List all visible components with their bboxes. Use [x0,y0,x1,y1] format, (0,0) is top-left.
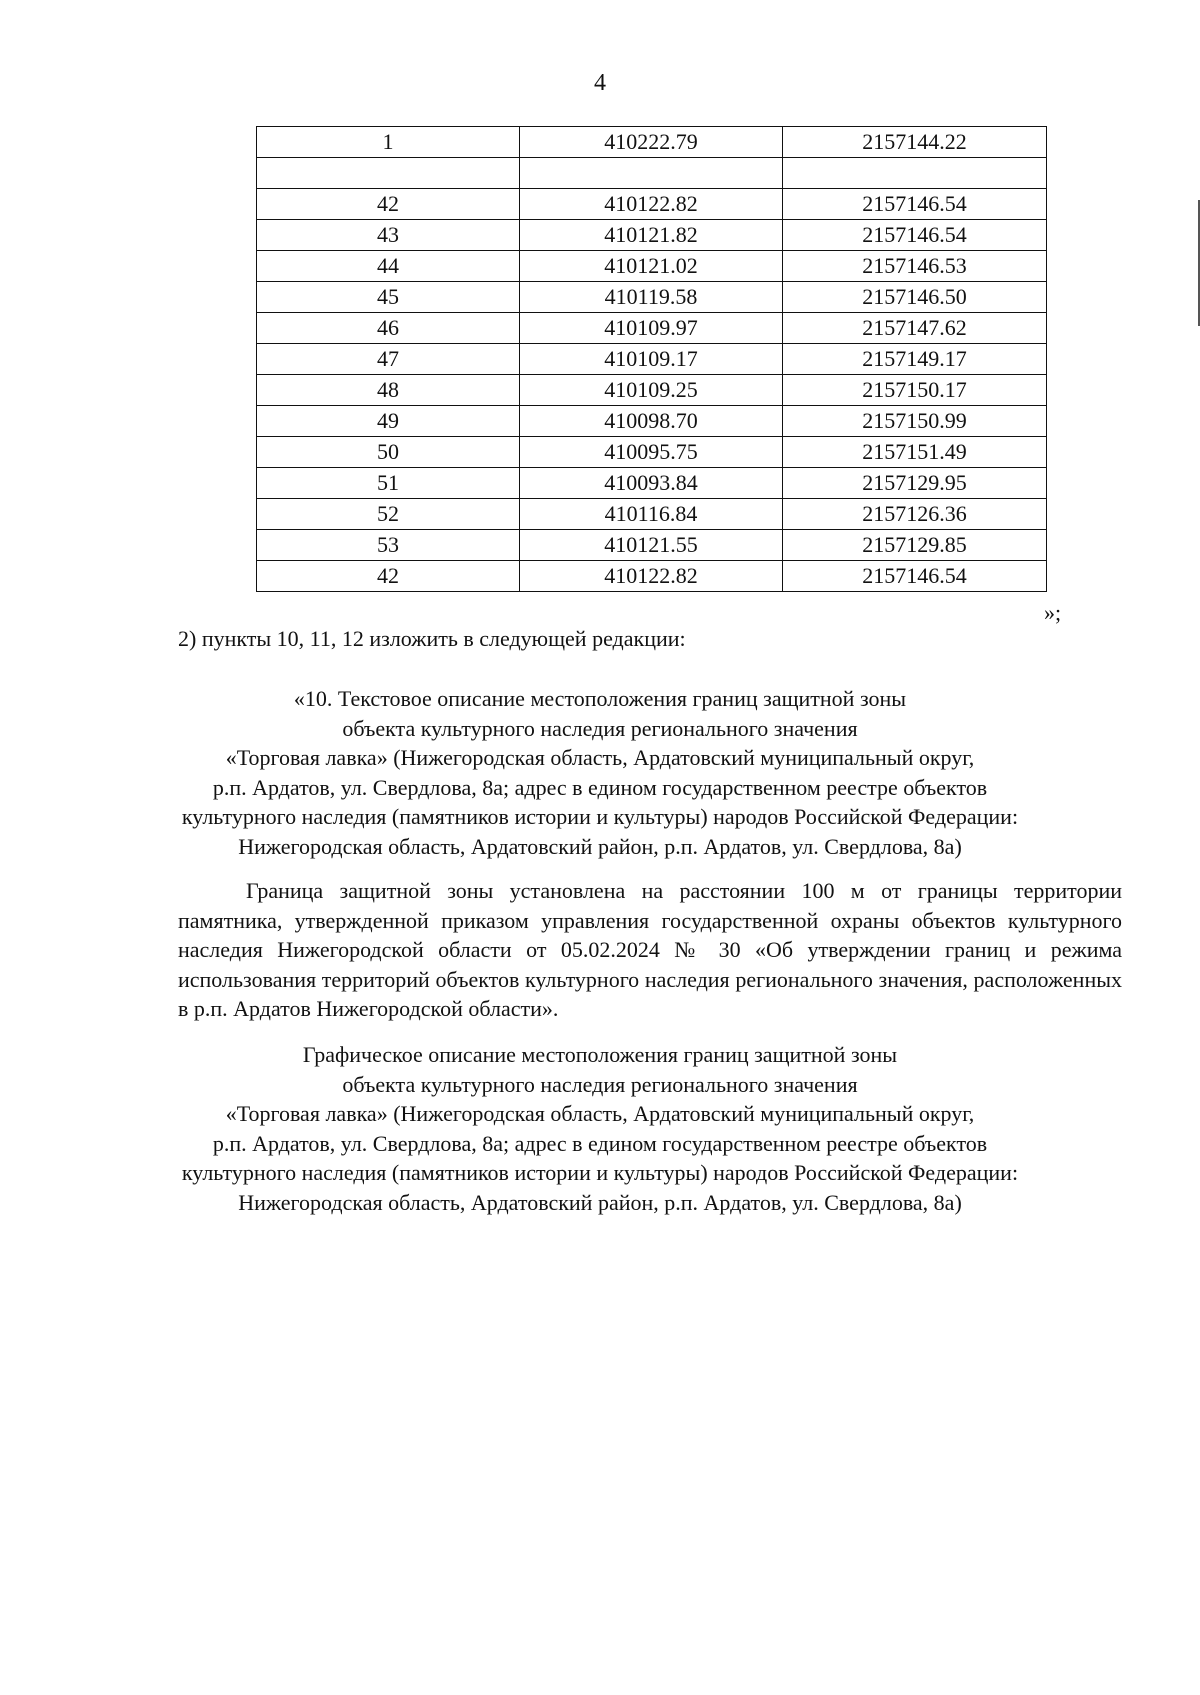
table-row [257,251,1047,282]
table-row [257,189,1047,220]
section-10-heading [150,684,1050,861]
point-number-cell: 42 [257,561,520,592]
heading-line: «Торговая лавка» (Нижегородская область, Ардатовский муниципальный округ, [225,1101,975,1126]
x-coordinate-cell: 410121.82 [520,220,783,251]
table-row [257,127,1047,158]
x-coordinate-cell: 410121.02 [520,251,783,282]
coordinates-table [256,126,1047,592]
y-coordinate-cell: 2157146.54 [783,561,1047,592]
boundary-description-paragraph: Граница защитной зоны установлена на расстоянии 100 м от границы территории памятника, утвержденной приказом управления государственной охраны объектов культурного наследия Нижегородской области от 05.02.2024 № 30 «Об утверждении границ и режима использования территорий объектов культурного наследия регионального значения, расположенных в р.п. Ардатов Нижегородской области». [178,878,1122,1021]
heading-line: р.п. Ардатов, ул. Свердлова, 8а; адрес в едином государственном реестре объектов [212,1130,988,1156]
table-row [257,220,1047,251]
heading-line: объекта культурного наследия регионального значения [342,715,858,741]
heading-line: объекта культурного наследия регионального значения [342,1071,858,1097]
y-coordinate-cell: 2157147.62 [783,313,1047,344]
heading-line: культурного наследия (памятников истории и культуры) народов Российской Федерации: [181,1160,1019,1185]
y-coordinate-cell: 2157146.50 [783,282,1047,313]
point-number-cell: 49 [257,406,520,437]
table-row [257,406,1047,437]
x-coordinate-cell: 410116.84 [520,499,783,530]
point-number-cell: 47 [257,344,520,375]
table-row [257,499,1047,530]
table-row [257,530,1047,561]
x-coordinate-cell: 410122.82 [520,189,783,220]
x-coordinate-cell: 410119.58 [520,282,783,313]
x-coordinate-cell: 410122.82 [520,561,783,592]
point-number-cell: 43 [257,220,520,251]
y-coordinate-cell: 2157150.17 [783,375,1047,406]
graphic-description-heading [150,1040,1050,1217]
point-number-cell: 42 [257,189,520,220]
page-number: 4 [594,70,606,96]
heading-line: «10. Текстовое описание местоположения границ защитной зоны [293,686,907,711]
point-number-cell: 50 [257,437,520,468]
heading-line: Нижегородская область, Ардатовский район, р.п. Ардатов, ул. Свердлова, 8а) [238,1189,962,1215]
x-coordinate-cell: 410109.97 [520,313,783,344]
point-number-cell: 45 [257,282,520,313]
y-coordinate-cell: 2157150.99 [783,406,1047,437]
y-coordinate-cell: 2157146.53 [783,251,1047,282]
point-number-cell: 48 [257,375,520,406]
closing-quote: »; [1044,600,1062,625]
y-coordinate-cell: 2157146.54 [783,189,1047,220]
heading-line: «Торговая лавка» (Нижегородская область, Ардатовский муниципальный округ, [225,745,975,770]
y-coordinate-cell: 2157129.95 [783,468,1047,499]
y-coordinate-cell: 2157146.54 [783,220,1047,251]
point-number-cell [257,158,520,189]
y-coordinate-cell [783,158,1047,189]
x-coordinate-cell: 410095.75 [520,437,783,468]
table-row [257,468,1047,499]
y-coordinate-cell: 2157144.22 [783,127,1047,158]
y-coordinate-cell: 2157126.36 [783,499,1047,530]
y-coordinate-cell: 2157149.17 [783,344,1047,375]
x-coordinate-cell: 410121.55 [520,530,783,561]
point-number-cell: 53 [257,530,520,561]
table-row [257,561,1047,592]
table-row [257,344,1047,375]
heading-line: Нижегородская область, Ардатовский район, р.п. Ардатов, ул. Свердлова, 8а) [238,833,962,859]
x-coordinate-cell: 410222.79 [520,127,783,158]
table-row [257,437,1047,468]
y-coordinate-cell: 2157151.49 [783,437,1047,468]
table-row [257,158,1047,189]
point-number-cell: 1 [257,127,520,158]
x-coordinate-cell: 410093.84 [520,468,783,499]
heading-line: Графическое описание местоположения границ защитной зоны [302,1042,898,1067]
point-number-cell: 44 [257,251,520,282]
point-number-cell: 46 [257,313,520,344]
point-number-cell: 52 [257,499,520,530]
heading-line: культурного наследия (памятников истории и культуры) народов Российской Федерации: [181,804,1019,829]
table-row [257,313,1047,344]
x-coordinate-cell: 410098.70 [520,406,783,437]
amendment-item-2: 2) пункты 10, 11, 12 изложить в следующей редакции: [178,626,686,651]
y-coordinate-cell: 2157129.85 [783,530,1047,561]
table-row [257,282,1047,313]
x-coordinate-cell [520,158,783,189]
point-number-cell: 51 [257,468,520,499]
x-coordinate-cell: 410109.17 [520,344,783,375]
heading-line: р.п. Ардатов, ул. Свердлова, 8а; адрес в едином государственном реестре объектов [212,774,988,800]
table-row [257,375,1047,406]
x-coordinate-cell: 410109.25 [520,375,783,406]
